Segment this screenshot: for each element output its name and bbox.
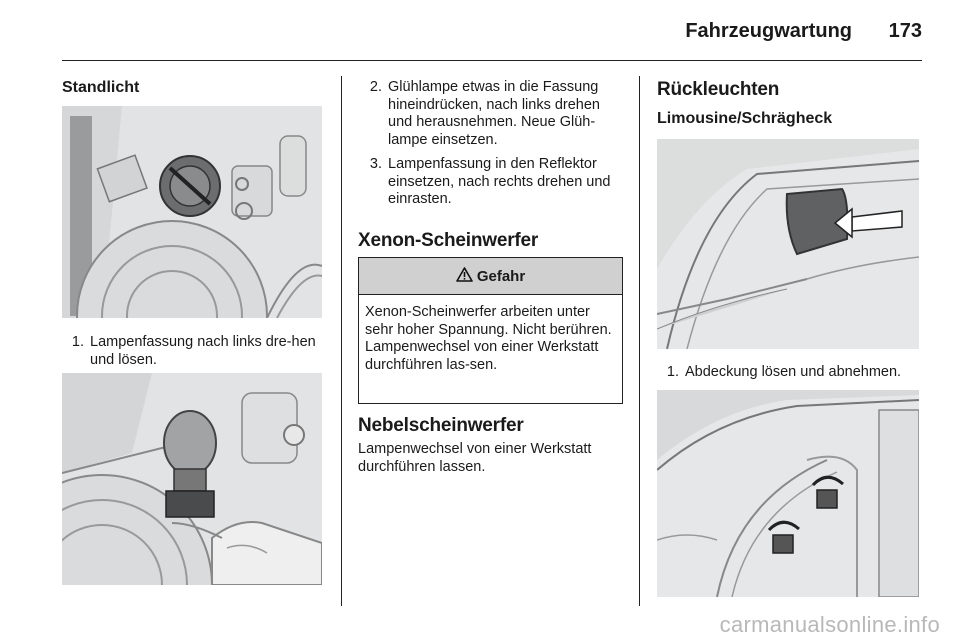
column-divider-1 xyxy=(341,76,342,606)
page-number: 173 xyxy=(888,20,922,42)
header-rule xyxy=(62,60,922,61)
step-text: Glühlampe etwas in die Fassung hineindrücken, nach links drehen und herausnehmen. Neue Glüh-lampe einsetzen. xyxy=(388,79,600,148)
section-heading-fog-light: Nebelscheinwerfer xyxy=(358,415,524,436)
illustration-tail-light-fasteners xyxy=(657,390,919,597)
step-text: Lampenfassung in den Reflektor einsetzen, nach rechts drehen und einrasten. xyxy=(388,156,611,207)
warning-box xyxy=(358,257,623,404)
illustration-bulb-removal xyxy=(62,373,322,585)
step-number: 2. xyxy=(369,79,382,95)
fog-light-text: Lampenwechsel von einer Werkstatt durchführen lassen. xyxy=(358,441,592,475)
illustration-trunk-cover xyxy=(657,139,919,349)
warning-triangle-icon xyxy=(456,267,473,286)
subsection-heading-sedan-hatchback: Limousine/Schrägheck xyxy=(657,110,833,127)
step-text: Lampenfassung nach links dre-hen und lösen. xyxy=(90,334,316,368)
step-text: Abdeckung lösen und abnehmen. xyxy=(685,364,902,380)
column-divider-2 xyxy=(639,76,640,606)
warning-title: Gefahr xyxy=(476,267,526,285)
step-number: 1. xyxy=(666,364,679,380)
chapter-title: Fahrzeugwartung xyxy=(685,20,852,42)
section-heading-tail-lights: Rückleuchten xyxy=(657,79,780,100)
section-heading-standlicht: Standlicht xyxy=(62,79,140,96)
illustration-parking-light-socket xyxy=(62,106,322,318)
instruction-step-1 xyxy=(62,334,324,369)
instruction-step-1-tail xyxy=(657,364,922,382)
instruction-step-2 xyxy=(360,79,625,149)
section-heading-xenon: Xenon-Scheinwerfer xyxy=(358,230,539,251)
step-number: 3. xyxy=(369,156,382,172)
instruction-step-3 xyxy=(360,156,625,209)
step-number: 1. xyxy=(71,334,84,350)
warning-text: Xenon-Scheinwerfer arbeiten unter sehr hoher Spannung. Nicht berühren. Lampenwechsel von einer Werkstatt durchführen las-sen. xyxy=(365,304,612,373)
warning-header xyxy=(359,258,622,295)
watermark: carmanualsonline.info xyxy=(719,612,940,637)
